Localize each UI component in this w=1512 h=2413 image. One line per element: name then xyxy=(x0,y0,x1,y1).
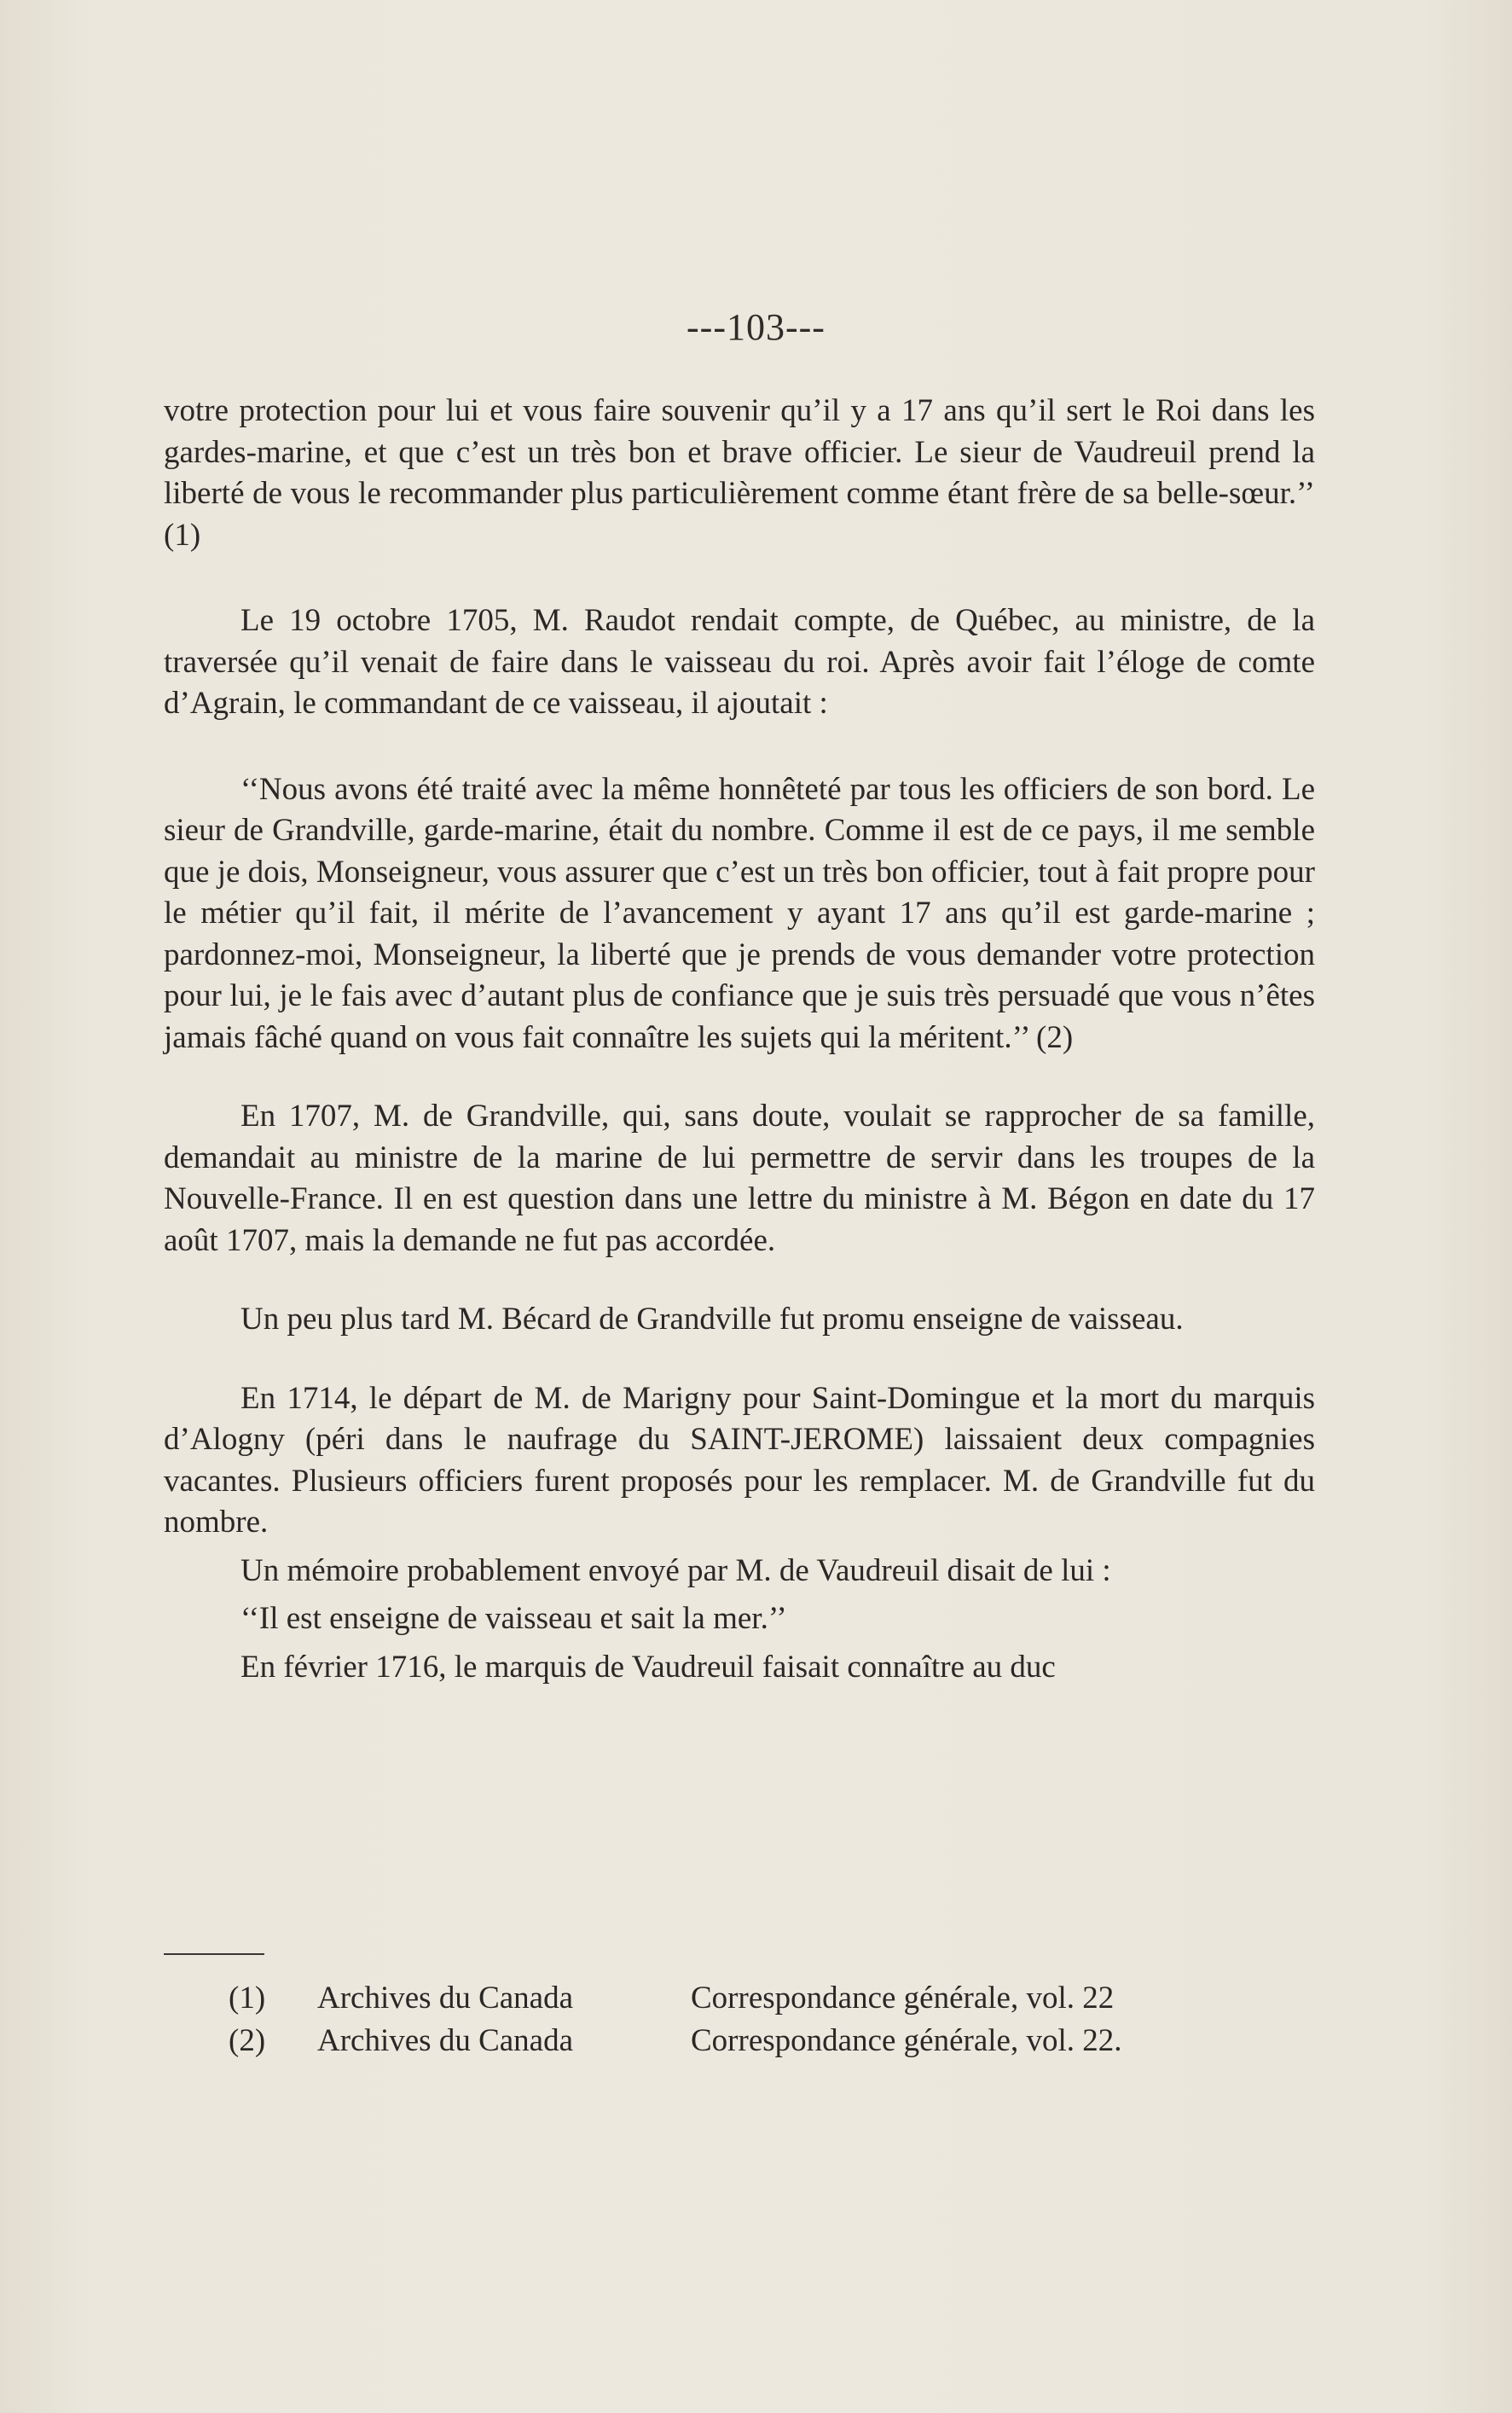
body-text xyxy=(164,391,1315,1688)
footnote-number: (2) xyxy=(229,2023,266,2058)
page-number: ---103--- xyxy=(686,306,826,348)
footnote-1 xyxy=(229,1977,1252,2020)
footnote-number: (1) xyxy=(229,1981,266,2016)
paragraph-6: Un mémoire probablement envoyé par M. de Vaudreuil disait de lui : xyxy=(240,1552,1111,1588)
paragraph-5: En 1714, le départ de M. de Marigny pour Saint-Domingue et la mort du marquis d’Alogny (péri dans le naufrage du SAINT-JEROME) laissaient deux compagnies vacantes. Plusieurs officiers furent proposés pour les remplacer. M. de Grandville fut du nombre. xyxy=(164,1380,1315,1540)
footnote-divider xyxy=(164,1953,264,1955)
footnote-reference: Correspondance générale, vol. 22 xyxy=(691,1981,1115,2016)
quote-raudot: ‘‘Nous avons été traité avec la même honnêteté par tous les officiers de son bord. Le sieur de Grandville, garde-marine, était du nombre. Comme il est de ce pays, il me semble que je dois, Monseigneur, vous assurer que c’est un très bon officier, tout à fait propre pour le métier qu’il fait, il mérite de l’avancement y ayant 17 ans qu’il est garde-marine ; pardonnez-moi, Monseigneur, la liberté que je prends de vous demander votre protection pour lui, je le fais avec d’autant plus de confiance que je suis très persuadé que vous n’êtes jamais fâché quand on vous fait connaître les sujets qui la méritent.’’ (2) xyxy=(164,771,1315,1055)
paragraph-2: Le 19 octobre 1705, M. Raudot rendait compte, de Québec, au ministre, de la traversée qu’il venait de faire dans le vaisseau du roi. Après avoir fait l’éloge de comte d’Agrain, le commandant de ce vaisseau, il ajoutait : xyxy=(164,603,1315,721)
paragraph-4: Un peu plus tard M. Bécard de Grandville fut promu enseigne de vaisseau. xyxy=(240,1302,1184,1337)
paragraph-1: votre protection pour lui et vous faire souvenir qu’il y a 17 ans qu’il sert le Roi dans les gardes-marine, et que c’est un très bon et brave officier. Le sieur de Vaudreuil prend la liberté de vous le recommander plus particulièrement comme étant frère de sa belle-sœur.’’ (1) xyxy=(164,393,1315,553)
footnote-2 xyxy=(229,2020,1252,2062)
paragraph-7: En février 1716, le marquis de Vaudreuil faisait connaître au duc xyxy=(240,1649,1056,1685)
footnote-reference: Correspondance générale, vol. 22. xyxy=(691,2023,1122,2058)
footnote-source: Archives du Canada xyxy=(317,2023,574,2058)
footnotes xyxy=(229,1977,1252,2062)
paragraph-3: En 1707, M. de Grandville, qui, sans doute, voulait se rapprocher de sa famille, demandait au ministre de la marine de lui permettre de servir dans les troupes de la Nouvelle-France. Il en est question dans une lettre du ministre à M. Bégon en date du 17 août 1707, mais la demande ne fut pas accordée. xyxy=(164,1099,1315,1258)
footnote-source: Archives du Canada xyxy=(317,1981,574,2016)
quote-memoire: ‘‘Il est enseigne de vaisseau et sait la mer.’’ xyxy=(240,1601,787,1636)
